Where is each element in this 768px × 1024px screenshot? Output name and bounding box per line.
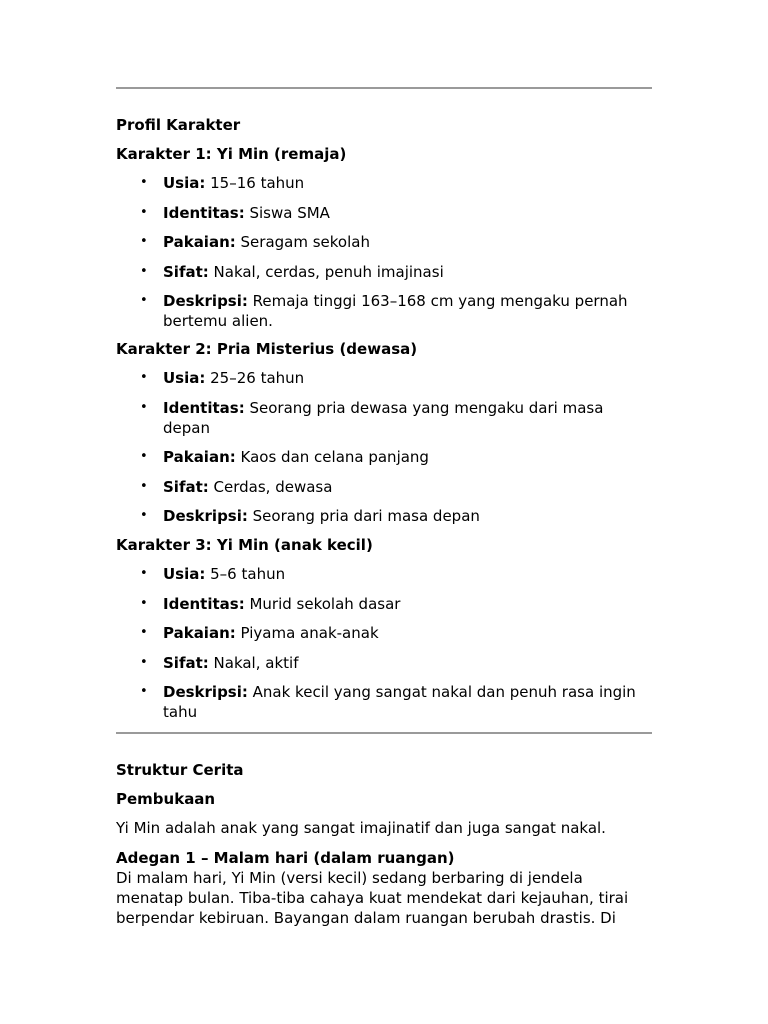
list-item xyxy=(116,447,652,467)
bullet-icon: • xyxy=(140,566,148,581)
list-item xyxy=(116,506,652,526)
list-item xyxy=(116,203,652,223)
bullet-icon: • xyxy=(140,478,148,494)
bullet-icon: • xyxy=(140,508,148,523)
list-item xyxy=(116,623,652,643)
list-item xyxy=(116,594,652,614)
bullet-icon: • xyxy=(140,625,148,640)
bullet-icon: • xyxy=(140,293,148,308)
item-value: Kaos dan celana panjang xyxy=(235,448,429,466)
item-label: Pakaian: xyxy=(163,624,236,642)
bullet-icon: • xyxy=(140,234,148,249)
item-label: Pakaian: xyxy=(163,448,236,466)
item-value: Piyama anak-anak xyxy=(235,624,379,642)
item-value: Seorang pria dari masa depan xyxy=(247,507,480,525)
item-label: Deskripsi: xyxy=(163,507,248,525)
item-label: Usia: xyxy=(163,174,206,192)
middle-divider xyxy=(116,732,652,734)
character-2-list xyxy=(116,368,652,536)
item-label: Identitas: xyxy=(163,594,245,613)
list-item xyxy=(116,398,652,438)
list-item xyxy=(116,291,652,331)
scene-1-heading: Adegan 1 – Malam hari (dalam ruangan) xyxy=(116,849,455,867)
bullet-icon: • xyxy=(140,595,148,611)
profile-section-title: Profil Karakter xyxy=(116,116,241,134)
bullet-icon: • xyxy=(140,654,148,670)
bullet-icon: • xyxy=(140,399,148,415)
item-value: Seragam sekolah xyxy=(235,233,370,251)
item-label: Pakaian: xyxy=(163,233,236,251)
item-label: Usia: xyxy=(163,369,206,387)
list-item xyxy=(116,262,652,282)
bullet-icon: • xyxy=(140,370,148,385)
item-value: 15–16 tahun xyxy=(205,174,305,192)
item-label: Usia: xyxy=(163,565,206,583)
item-label: Sifat: xyxy=(163,477,209,496)
item-value: Anak kecil yang sangat nakal dan penuh rasa ingin tahu xyxy=(163,683,636,721)
list-item xyxy=(116,564,652,584)
item-value: Nakal, aktif xyxy=(208,653,299,672)
item-label: Sifat: xyxy=(163,262,209,281)
top-divider xyxy=(116,87,652,89)
item-label: Sifat: xyxy=(163,653,209,672)
bullet-icon: • xyxy=(140,449,148,464)
item-value: Siswa SMA xyxy=(244,203,330,222)
bullet-icon: • xyxy=(140,204,148,220)
character-3-list xyxy=(116,564,652,732)
character-1-heading: Karakter 1: Yi Min (remaja) xyxy=(116,145,347,163)
story-structure-title: Struktur Cerita xyxy=(116,761,244,779)
list-item xyxy=(116,653,652,673)
item-value: 5–6 tahun xyxy=(205,565,286,583)
item-value: 25–26 tahun xyxy=(205,369,305,387)
list-item xyxy=(116,368,652,388)
bullet-icon: • xyxy=(140,175,148,190)
opening-text: Yi Min adalah anak yang sangat imajinatif dan juga sangat nakal. xyxy=(116,819,606,837)
bullet-icon: • xyxy=(140,684,148,699)
list-item xyxy=(116,477,652,497)
list-item xyxy=(116,232,652,252)
item-label: Deskripsi: xyxy=(163,292,248,310)
item-label: Deskripsi: xyxy=(163,683,248,701)
bullet-icon: • xyxy=(140,263,148,279)
scene-1-text: Di malam hari, Yi Min (versi kecil) sedang berbaring di jendela menatap bulan. Tiba-tiba cahaya kuat mendekat dari kejauhan, tirai berpendar kebiruan. Bayangan dalam ruangan berubah drastis. Di xyxy=(116,869,629,927)
list-item xyxy=(116,173,652,193)
list-item xyxy=(116,682,652,722)
item-label: Identitas: xyxy=(163,398,245,417)
item-value: Cerdas, dewasa xyxy=(208,477,333,496)
character-1-list xyxy=(116,173,652,341)
character-2-heading: Karakter 2: Pria Misterius (dewasa) xyxy=(116,340,418,358)
item-value: Murid sekolah dasar xyxy=(244,594,401,613)
opening-heading: Pembukaan xyxy=(116,790,216,808)
item-label: Identitas: xyxy=(163,203,245,222)
item-value: Seorang pria dewasa yang mengaku dari masa depan xyxy=(163,398,604,437)
character-3-heading: Karakter 3: Yi Min (anak kecil) xyxy=(116,536,373,554)
item-value: Nakal, cerdas, penuh imajinasi xyxy=(208,262,444,281)
item-value: Remaja tinggi 163–168 cm yang mengaku pernah bertemu alien. xyxy=(163,292,628,330)
